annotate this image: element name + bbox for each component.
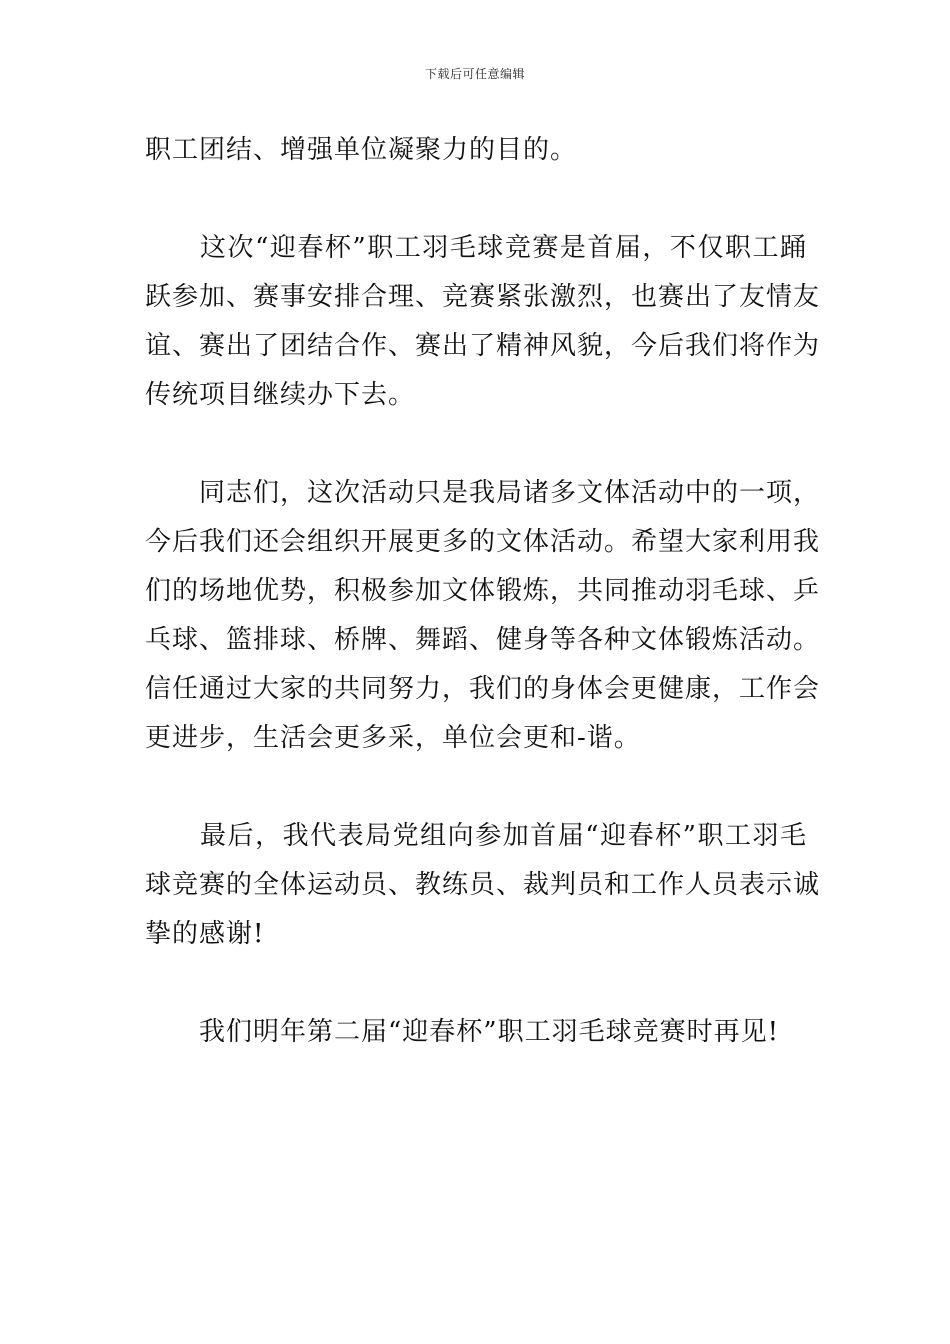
text-line: 球竞赛的全体运动员、教练员、裁判员和工作人员表示诚	[145, 870, 821, 900]
text-line: 跃参加、赛事安排合理、竞赛紧张激烈，也赛出了友情友	[145, 282, 821, 312]
text-line: 职工团结、增强单位凝聚力的目的。	[145, 135, 578, 165]
text-line: 谊、赛出了团结合作、赛出了精神风貌，今后我们将作为	[145, 331, 821, 361]
text-line: 乓球、篮排球、桥牌、舞蹈、健身等各种文体锻炼活动。	[145, 625, 821, 655]
paragraph	[145, 812, 821, 959]
paragraph-gap	[145, 175, 807, 224]
text-line: 我们明年第二届“迎春杯”职工羽毛球竞赛时再见!	[145, 1017, 780, 1047]
text-line: 这次“迎春杯”职工羽毛球竞赛是首届，不仅职工踊	[145, 233, 807, 263]
text-line: 今后我们还会组织开展更多的文体活动。希望大家利用我	[145, 527, 821, 557]
text-line: 信任通过大家的共同努力，我们的身体会更健康，工作会	[145, 674, 821, 704]
paragraph	[145, 1008, 807, 1057]
text-line: 挚的感谢!	[145, 919, 265, 949]
header-note: 下载后可任意编辑	[424, 67, 525, 81]
text-line: 更进步，生活会更多采，单位会更和-谐。	[145, 723, 641, 753]
paragraph	[145, 126, 807, 175]
paragraph-gap	[145, 763, 807, 812]
text-line: 最后，我代表局党组向参加首届“迎春杯”职工羽毛	[145, 821, 807, 851]
paragraph	[145, 469, 821, 763]
document-body	[145, 126, 821, 1057]
text-line: 同志们，这次活动只是我局诸多文体活动中的一项，	[145, 478, 821, 508]
paragraph-gap	[145, 959, 807, 1008]
text-line: 们的场地优势，积极参加文体锻炼，共同推动羽毛球、乒	[145, 576, 821, 606]
paragraph	[145, 224, 821, 420]
paragraph-gap	[145, 420, 807, 469]
text-line: 传统项目继续办下去。	[145, 380, 416, 410]
